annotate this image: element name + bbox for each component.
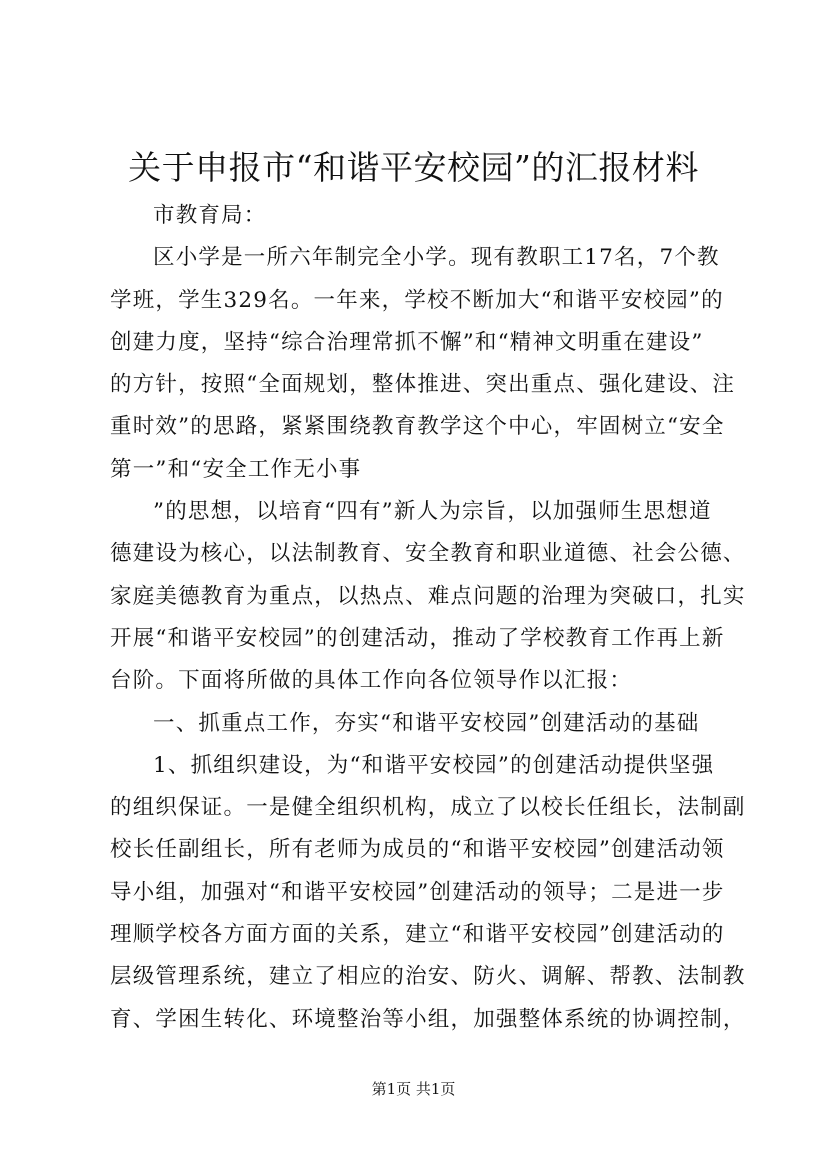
text-line: 重时效”的思路，紧紧围绕教育教学这个中心，牢固树立“安全 xyxy=(110,414,725,440)
text-line: 德建设为核心，以法制教育、安全教育和职业道德、社会公德、 xyxy=(110,541,746,567)
document-title: 关于申报市“和谐平安校园”的汇报材料 xyxy=(128,148,699,187)
text-line: 育、学困生转化、环境整治等小组，加强整体系统的协调控制， xyxy=(110,1006,746,1032)
text-line: 第一”和“安全工作无小事 xyxy=(110,456,362,482)
section-heading: 一、抓重点工作，夯实“和谐平安校园”创建活动的基础 xyxy=(153,710,700,736)
text-line: 学班，学生329名。一年来，学校不断加大“和谐平安校园”的 xyxy=(110,287,724,313)
text-line: ”的思想，以培育“四有”新人为宗旨，以加强师生思想道 xyxy=(153,499,712,525)
text-line: 1、抓组织建设，为“和谐平安校园”的创建活动提供坚强 xyxy=(153,752,715,778)
text-line: 校长任副组长，所有老师为成员的“和谐平安校园”创建活动领 xyxy=(110,837,725,863)
text-line: 导小组，加强对“和谐平安校园”创建活动的领导；二是进一步 xyxy=(110,879,725,905)
text-line: 创建力度，坚持“综合治理常抓不懈”和“精神文明重在建设” xyxy=(110,329,704,355)
text-line: 的方针，按照“全面规划，整体推进、突出重点、强化建设、注 xyxy=(110,372,736,398)
text-line: 的组织保证。一是健全组织机构，成立了以校长任组长，法制副 xyxy=(110,795,746,821)
text-line: 开展“和谐平安校园”的创建活动，推动了学校教育工作再上新 xyxy=(110,625,725,651)
text-line: 市教育局： xyxy=(153,203,267,228)
text-line: 台阶。下面将所做的具体工作向各位领导作以汇报： xyxy=(110,668,633,694)
text-line: 区小学是一所六年制完全小学。现有教职工17名，7个教 xyxy=(153,245,720,271)
document-body xyxy=(110,195,746,1041)
text-line: 层级管理系统，建立了相应的治安、防火、调解、帮教、法制教 xyxy=(110,964,746,990)
text-line: 家庭美德教育为重点，以热点、难点问题的治理为突破口，扎实 xyxy=(110,583,746,609)
page-footer: 第1页 共1页 xyxy=(371,1080,456,1098)
text-line: 理顺学校各方面方面的关系，建立“和谐平安校园”创建活动的 xyxy=(110,922,725,948)
